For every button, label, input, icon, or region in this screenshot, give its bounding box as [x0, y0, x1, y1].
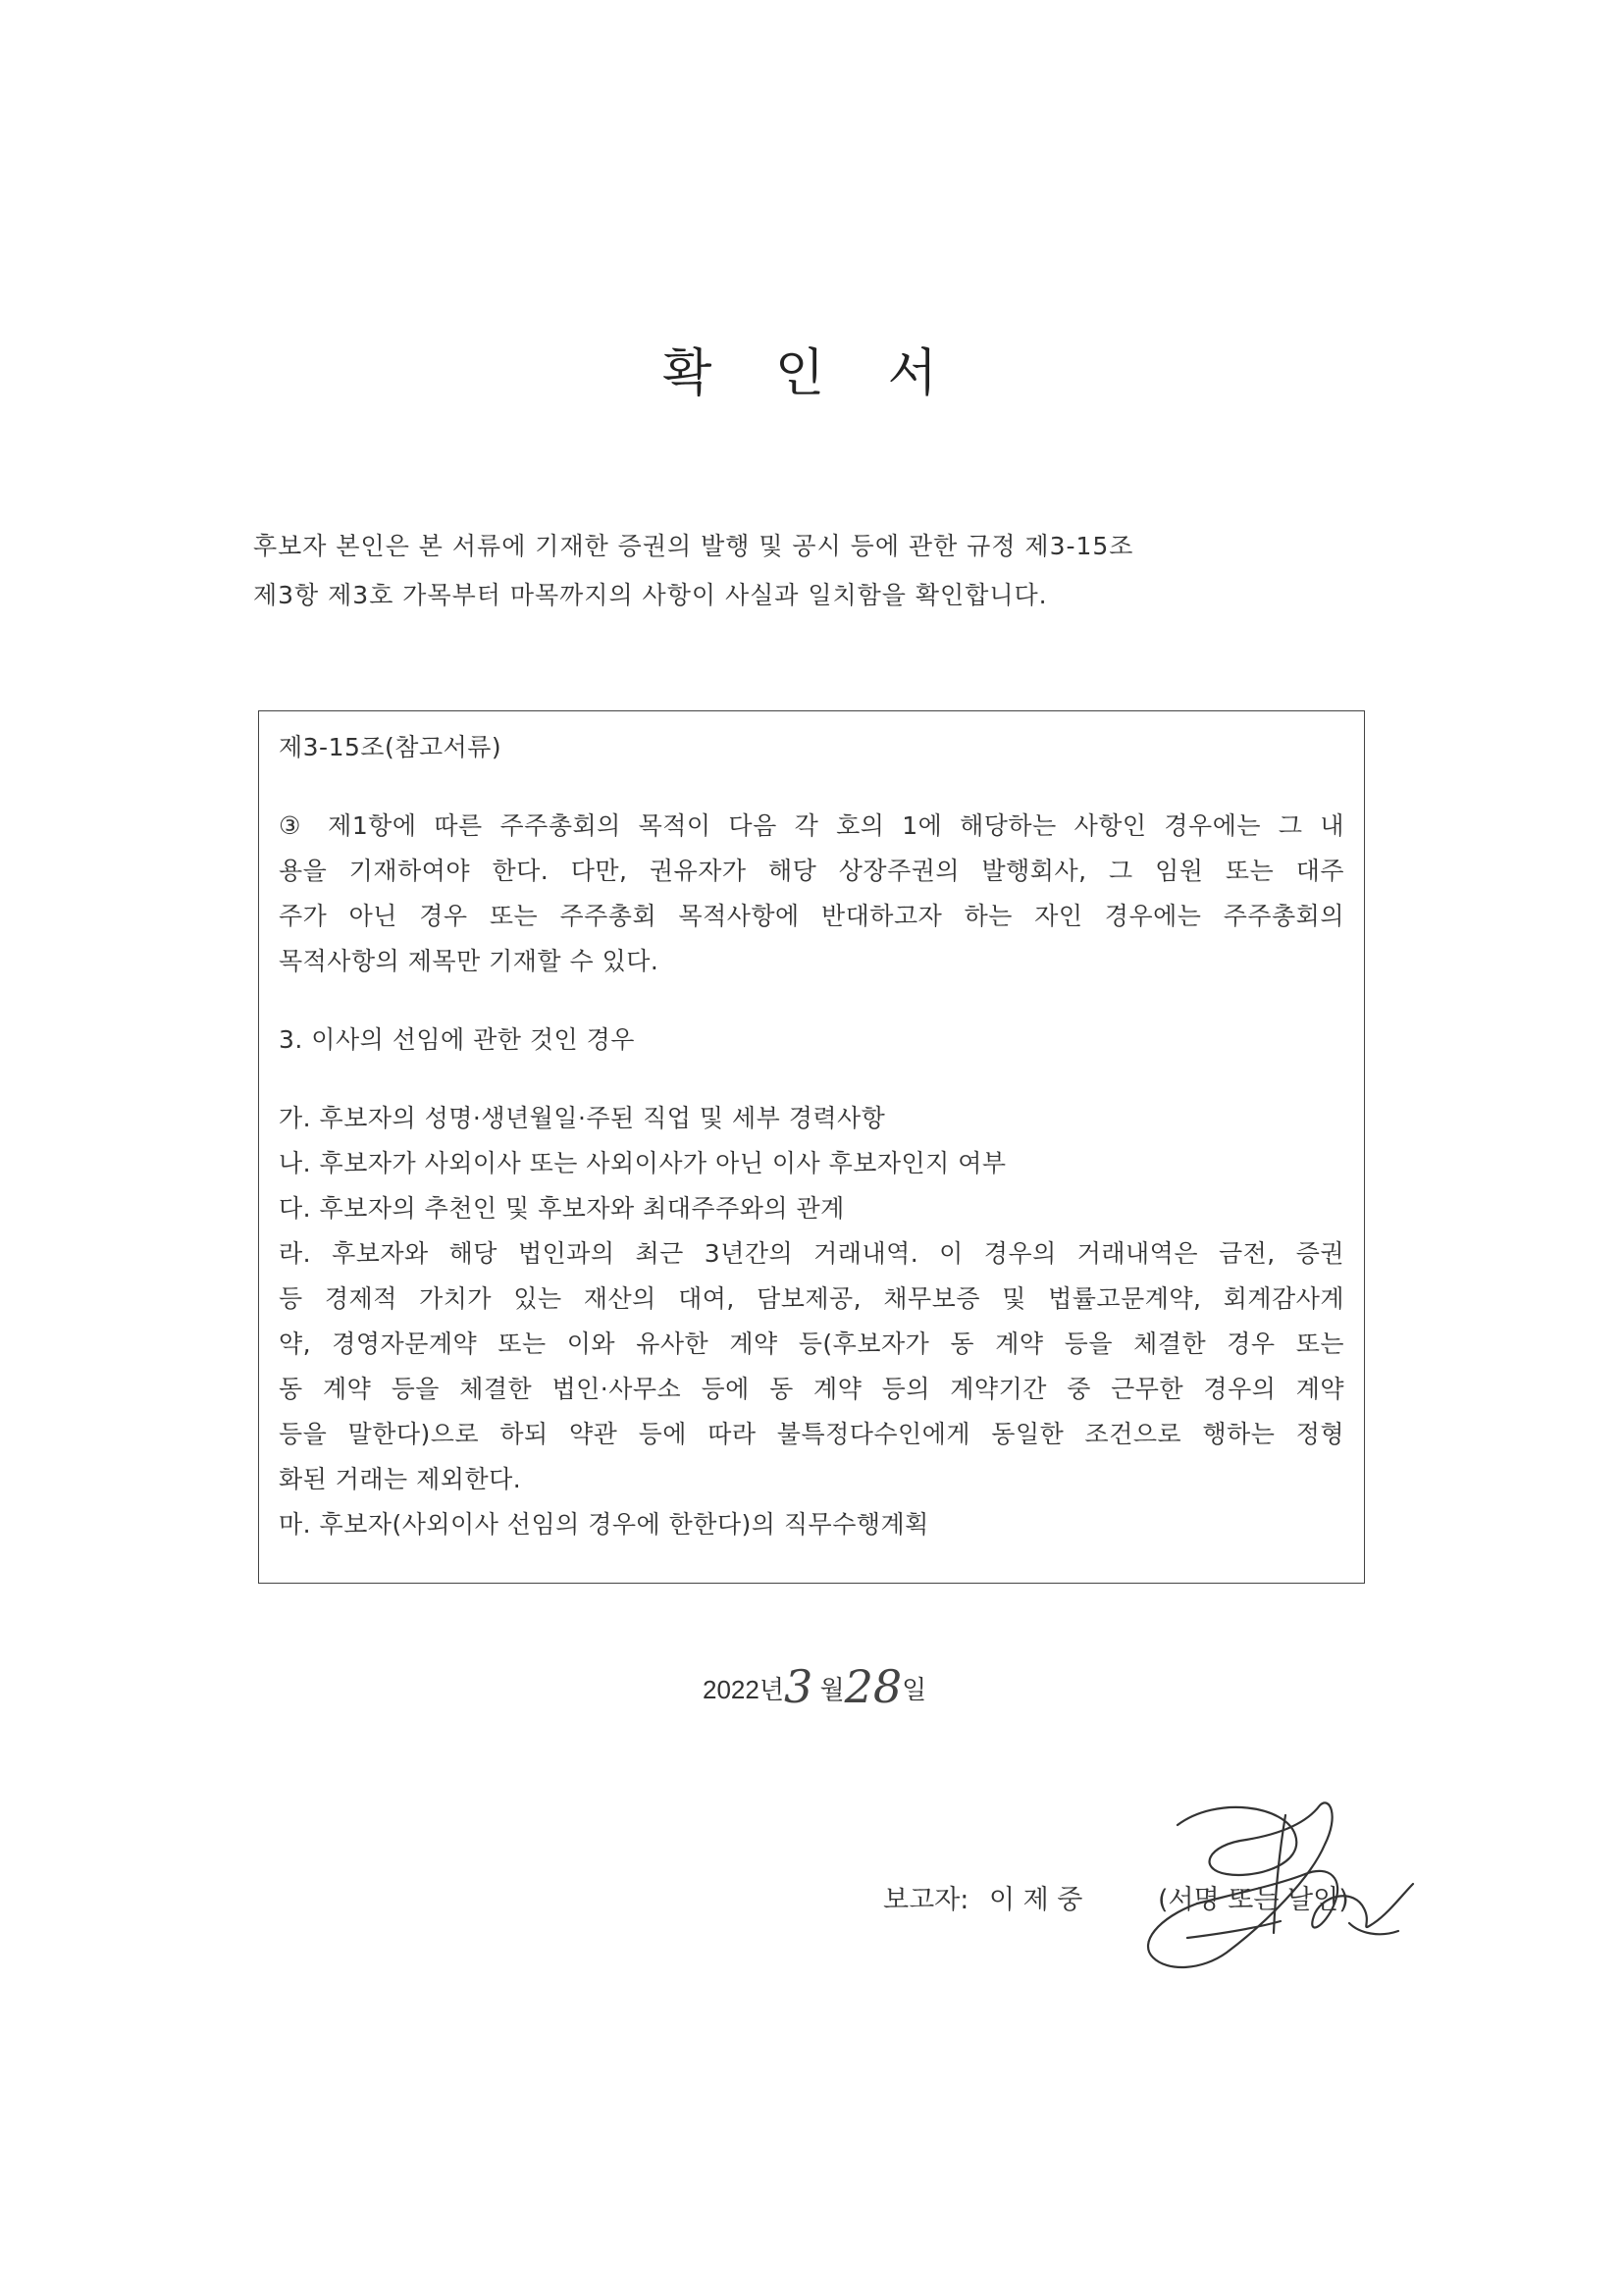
- date-month-handwritten: 3: [783, 1660, 813, 1713]
- list-item-ra-line: 동 계약 등을 체결한 법인·사무소 등에 동 계약 등의 계약기간 중 근무한 경우의 계약: [279, 1375, 1344, 1403]
- paragraph-line: 용을 기재하여야 한다. 다만, 권유자가 해당 상장주권의 발행회사, 그 임원 또는 대주: [279, 857, 1344, 885]
- intro-line: 후보자 본인은 본 서류에 기재한 증권의 발행 및 공시 등에 관한 규정 제3-15조: [253, 532, 1134, 560]
- list-item-ra-line: 라. 후보자와 해당 법인과의 최근 3년간의 거래내역. 이 경우의 거래내역은 금전, 증권: [279, 1239, 1344, 1268]
- list-item: 나. 후보자가 사외이사 또는 사외이사가 아닌 이사 후보자인지 여부: [279, 1149, 1007, 1177]
- list-item: 가. 후보자의 성명·생년월일·주된 직업 및 세부 경력사항: [279, 1104, 886, 1132]
- item-3-heading: 3. 이사의 선임에 관한 것인 경우: [279, 1025, 635, 1054]
- date-day-handwritten: 28: [844, 1660, 903, 1713]
- paragraph-line: 주가 아닌 경우 또는 주주총회 목적사항에 반대하고자 하는 자인 경우에는 주주총회의: [279, 902, 1344, 930]
- paragraph-line: ③ 제1항에 따른 주주총회의 목적이 다음 각 호의 1에 해당하는 사항인 경우에는 그 내: [279, 811, 1344, 840]
- intro-line: 제3항 제3호 가목부터 마목까지의 사항이 사실과 일치함을 확인합니다.: [253, 581, 1048, 609]
- list-item-ra-line: 등을 말한다)으로 하되 약관 등에 따라 불특정다수인에게 동일한 조건으로 행하는 정형: [279, 1420, 1344, 1448]
- list-item-ra-line: 약, 경영자문계약 또는 이와 유사한 계약 등(후보자가 동 계약 등을 체결한 경우 또는: [279, 1330, 1344, 1358]
- intro-paragraph: [253, 522, 1133, 620]
- list-item-ra-line: 화된 거래는 제외한다.: [279, 1465, 522, 1493]
- handwritten-signature-icon: [1109, 1786, 1433, 1982]
- regulation-heading: 제3-15조(참고서류): [279, 733, 502, 761]
- reporter-line: [883, 1878, 1094, 1916]
- date-year: 2022년: [703, 1675, 784, 1704]
- reporter-label: 보고자:: [883, 1885, 969, 1915]
- list-item-ra-line: 등 경제적 가치가 있는 재산의 대여, 담보제공, 채무보증 및 법률고문계약, 회계감사계: [279, 1284, 1344, 1313]
- list-item: 다. 후보자의 추천인 및 후보자와 최대주주와의 관계: [279, 1194, 845, 1223]
- regulation-box: [258, 710, 1365, 1584]
- date-day-label: 일: [902, 1675, 927, 1704]
- reporter-name: 이 제 중: [988, 1885, 1083, 1915]
- date-month-label: 월: [819, 1675, 845, 1704]
- list-item: 마. 후보자(사외이사 선임의 경우에 한한다)의 직무수행계획: [279, 1510, 929, 1539]
- document-title: 확 인 서: [662, 344, 961, 403]
- regulation-text: [279, 725, 1344, 1547]
- signing-date: [703, 1660, 926, 1713]
- signature-or-seal-label: (서명 또는 날인): [1158, 1885, 1349, 1915]
- paragraph-line: 목적사항의 제목만 기재할 수 있다.: [279, 947, 659, 975]
